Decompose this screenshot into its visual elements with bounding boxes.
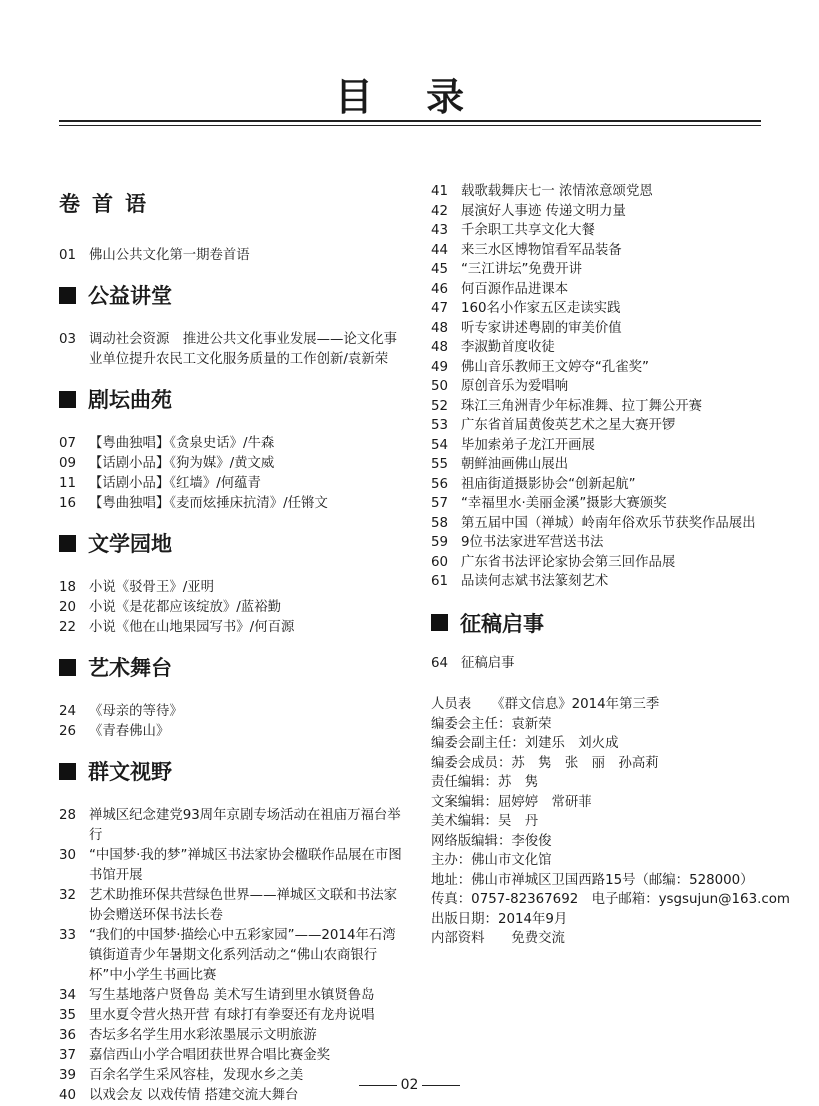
toc-entry [59, 330, 404, 370]
page-number: 45 [431, 262, 449, 277]
page-number: 55 [431, 457, 449, 472]
entry-title: 里水夏令营火热开营 有球打有拳耍还有龙舟说唱 [89, 1008, 375, 1023]
square-bullet-icon [431, 614, 448, 631]
entry-title: 以戏会友 以戏传情 搭建交流大舞台 [89, 1088, 299, 1103]
square-bullet-icon [59, 659, 76, 676]
toc-entry [431, 475, 771, 495]
entry-title: 小说《驳骨王》/亚明 [89, 580, 215, 595]
masthead-line: 出版日期：2014年9月 [431, 911, 568, 927]
masthead-line: 编委会主任：袁新荣 [431, 716, 552, 732]
masthead-line: 美术编辑：吴 丹 [431, 814, 539, 829]
toc-entry [431, 338, 771, 358]
page-number: 47 [431, 301, 449, 316]
toc-entry [59, 886, 404, 926]
page-number: 44 [431, 242, 449, 258]
toc-entry [431, 514, 771, 534]
entry-title: 160名小作家五区走读实践 [461, 301, 621, 316]
page-number: 46 [431, 281, 449, 297]
entry-title: 【粤曲独唱】《麦而炫捶床抗清》/任锵文 [89, 496, 328, 511]
page-number: 39 [59, 1068, 77, 1083]
toc-entry [431, 654, 771, 674]
footer-rule [359, 1085, 397, 1086]
toc-entry [59, 1026, 404, 1046]
page-number: 34 [59, 988, 77, 1003]
section-list [431, 182, 771, 592]
title-rule-bottom [59, 125, 761, 126]
entry-title: 【话剧小品】《红墙》/何蕴青 [89, 476, 261, 491]
page-number: 37 [59, 1048, 77, 1063]
square-bullet-icon [59, 287, 76, 304]
page-number: 48 [431, 340, 449, 355]
toc-entry [59, 618, 404, 638]
entry-title: 祖庙街道摄影协会“创新起航” [461, 476, 636, 492]
page-number: 40 [59, 1088, 77, 1103]
entry-title: 朝鲜油画佛山展出 [461, 457, 569, 472]
entry-title: 来三水区博物馆看军品装备 [461, 242, 622, 258]
entry-title: 艺术助推环保共营绿色世界——禅城区文联和书法家协会赠送环保书法长卷 [89, 888, 397, 923]
toc-entry [431, 533, 771, 553]
page-number: 50 [431, 379, 449, 394]
page-number: 54 [431, 437, 449, 453]
page-number: 02 [400, 1077, 419, 1093]
masthead-line: 责任编辑：苏 隽 [431, 775, 539, 790]
section-heading-yishu: 艺术舞台 [59, 654, 404, 680]
masthead-line: 编委会成员：苏 隽 张 丽 孙高莉 [431, 755, 659, 771]
toc-entry [431, 299, 771, 319]
page-number: 59 [431, 535, 449, 550]
toc-entry [431, 377, 771, 397]
toc-entry [59, 578, 404, 598]
toc-entry [59, 702, 404, 722]
toc-entry [431, 260, 771, 280]
page-number: 33 [59, 928, 77, 943]
toc-entry [431, 221, 771, 241]
entry-title: “中国梦·我的梦”禅城区书法家协会楹联作品展在市图书馆开展 [89, 848, 402, 883]
masthead-line: 主办：佛山市文化馆 [431, 853, 552, 868]
masthead-line: 文案编辑：屈婷婷 常研菲 [431, 794, 592, 810]
page-number: 30 [59, 848, 77, 863]
masthead-line: 地址：佛山市禅城区卫国西路15号（邮编：528000） [431, 872, 754, 888]
toc-entry [59, 722, 404, 742]
entry-title: 珠江三角洲青少年标准舞、拉丁舞公开赛 [461, 398, 703, 414]
square-bullet-icon [59, 763, 76, 780]
masthead-line: 网络版编辑：李俊俊 [431, 833, 552, 849]
toc-entry [431, 455, 771, 475]
entry-title: 广东省书法评论家协会第三回作品展 [461, 554, 676, 570]
page-number: 09 [59, 456, 77, 471]
section-list [59, 578, 404, 638]
entry-title: 征稿启事 [461, 655, 515, 671]
entry-title: 小说《是花都应该绽放》/蓝裕勤 [89, 600, 281, 615]
page-number: 22 [59, 620, 77, 635]
section-heading-wenxue: 文学园地 [59, 530, 404, 556]
left-column [59, 182, 404, 1106]
entry-title: 杏坛多名学生用水彩浓墨展示文明旅游 [89, 1028, 317, 1043]
toc-entry [431, 319, 771, 339]
masthead-line: 传真：0757-82367692 电子邮箱：ysgsujun@163.com [431, 892, 790, 907]
toc-entry [59, 246, 404, 266]
masthead-line: 人员表 《群文信息》2014年第三季 [431, 697, 660, 712]
page-title: 目 录 [334, 75, 485, 119]
section-heading-gongyi: 公益讲堂 [59, 282, 404, 308]
page-number: 61 [431, 574, 449, 589]
toc-entry [59, 598, 404, 618]
masthead-line: 内部资料 免费交流 [431, 931, 565, 946]
section-heading-juanshouyu: 卷首语 [59, 192, 158, 216]
toc-entry [59, 1046, 404, 1066]
toc-entry [59, 806, 404, 846]
entry-title: “我们的中国梦·描绘心中五彩家园”——2014年石湾镇街道青少年暑期文化系列活动之“佛山农商银行杯”中小学生书画比赛 [89, 928, 396, 983]
toc-entry [59, 474, 404, 494]
toc-entry [59, 846, 404, 886]
toc-entry [431, 182, 771, 202]
page-number: 36 [59, 1028, 77, 1043]
footer-rule [422, 1085, 460, 1086]
section-list [59, 246, 404, 266]
entry-title: 广东省首届黄俊英艺术之星大赛开锣 [461, 418, 676, 433]
section-list [59, 434, 404, 514]
page-number: 56 [431, 476, 449, 492]
toc-entry [59, 434, 404, 454]
section-list [431, 654, 771, 674]
entry-title: 千余职工共享文化大餐 [461, 223, 595, 238]
entry-title: 展演好人事迹 传递文明力量 [461, 203, 626, 219]
page-number: 01 [59, 248, 77, 263]
page-number: 20 [59, 600, 77, 615]
toc-entry [431, 436, 771, 456]
page-number: 26 [59, 724, 77, 739]
section-heading-jutan: 剧坛曲苑 [59, 386, 404, 412]
entry-title: 嘉信西山小学合唱团获世界合唱比赛金奖 [89, 1048, 331, 1063]
entry-title: “幸福里水·美丽金溪”摄影大赛颁奖 [461, 496, 667, 511]
page-number: 49 [431, 359, 449, 375]
toc-entry [431, 572, 771, 592]
entry-title: 品读何志斌书法篆刻艺术 [461, 574, 609, 589]
toc-entry [431, 202, 771, 222]
section-heading-qunwen: 群文视野 [59, 758, 404, 784]
entry-title: 载歌载舞庆七一 浓情浓意颂党恩 [461, 184, 653, 199]
page-number: 60 [431, 554, 449, 570]
entry-title: “三江讲坛”免费开讲 [461, 262, 582, 277]
entry-title: 佛山公共文化第一期卷首语 [89, 248, 250, 263]
page-number: 43 [431, 223, 449, 238]
entry-title: 《母亲的等待》 [89, 704, 183, 719]
section-heading-zhenggao: 征稿启事 [431, 610, 771, 636]
entry-title: 佛山音乐教师王文婷夺“孔雀奖” [461, 359, 649, 375]
page-number: 57 [431, 496, 449, 511]
square-bullet-icon [59, 391, 76, 408]
page-footer [0, 1077, 819, 1093]
toc-entry [59, 1006, 404, 1026]
page-number: 48 [431, 320, 449, 336]
page-number: 07 [59, 436, 77, 451]
page-number: 18 [59, 580, 77, 595]
entry-title: 原创音乐为爱唱响 [461, 379, 569, 394]
toc-entry [59, 986, 404, 1006]
toc-entry [431, 494, 771, 514]
toc-entry [59, 494, 404, 514]
entry-title: 毕加索弟子龙江开画展 [461, 437, 595, 453]
section-list [59, 806, 404, 1106]
entry-title: 【话剧小品】《狗为媒》/黄文威 [89, 456, 275, 471]
page-number: 52 [431, 398, 449, 414]
entry-title: 禅城区纪念建党93周年京剧专场活动在祖庙万福台举行 [89, 808, 401, 843]
toc-entry [431, 358, 771, 378]
page-number: 42 [431, 203, 449, 219]
entry-title: 【粤曲独唱】《贪泉史话》/牛森 [89, 436, 275, 451]
page-number: 35 [59, 1008, 77, 1023]
entry-title: 《青春佛山》 [89, 724, 170, 739]
entry-title: 李淑勤首度收徒 [461, 340, 555, 355]
page-number: 16 [59, 496, 77, 511]
page-number: 03 [59, 332, 77, 347]
toc-entry [59, 454, 404, 474]
masthead [431, 695, 790, 949]
page-number: 58 [431, 515, 449, 531]
square-bullet-icon [59, 535, 76, 552]
entry-title: 9位书法家进军营送书法 [461, 535, 604, 550]
section-list [59, 330, 404, 370]
page-number: 28 [59, 808, 77, 823]
toc-entry [59, 926, 404, 986]
title-rule-top [59, 120, 761, 122]
page-number: 53 [431, 418, 449, 433]
right-column [431, 182, 790, 949]
page-number: 64 [431, 655, 449, 671]
section-list [59, 702, 404, 742]
entry-title: 听专家讲述粤剧的审美价值 [461, 320, 622, 336]
page-number: 32 [59, 888, 77, 903]
toc-entry [431, 280, 771, 300]
entry-title: 调动社会资源 推进公共文化事业发展——论文化事业单位提升农民工文化服务质量的工作创新/袁新荣 [89, 332, 397, 367]
entry-title: 百余名学生采风容桂，发现水乡之美 [89, 1068, 304, 1083]
toc-entry [431, 553, 771, 573]
page-number: 11 [59, 476, 77, 491]
page-number: 24 [59, 704, 77, 719]
masthead-line: 编委会副主任：刘建乐 刘火成 [431, 736, 619, 751]
toc-entry [431, 241, 771, 261]
entry-title: 写生基地落户贤鲁岛 美术写生请到里水镇贤鲁岛 [89, 988, 375, 1003]
toc-entry [431, 416, 771, 436]
entry-title: 何百源作品进课本 [461, 281, 569, 297]
toc-entry [431, 397, 771, 417]
entry-title: 第五届中国（禅城）岭南年俗欢乐节获奖作品展出 [461, 515, 756, 531]
page-number: 41 [431, 184, 449, 199]
entry-title: 小说《他在山地果园写书》/何百源 [89, 620, 295, 635]
